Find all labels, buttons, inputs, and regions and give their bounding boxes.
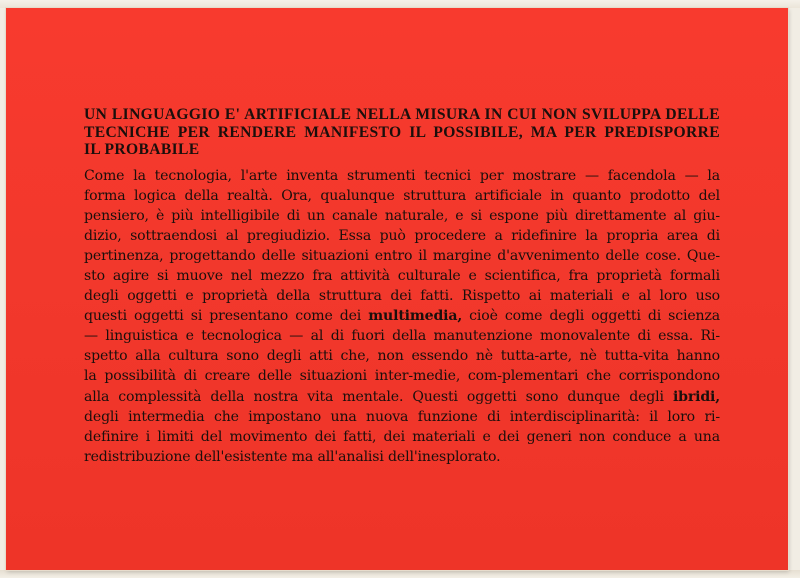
body-paragraph bbox=[84, 166, 720, 467]
bold-term-multimedia: multimedia, bbox=[368, 308, 463, 325]
page-edge-bottom bbox=[0, 570, 800, 578]
heading-line: UN LINGUAGGIO E' ARTIFICIALE NELLA MISURA IN CUI NON SVILUPPA DELLE bbox=[84, 106, 720, 123]
heading-line: IL PROBABILE bbox=[84, 141, 200, 158]
body-line: pensiero, è più intelligibile di un canale naturale, e si espone più direttamente al giu- bbox=[84, 207, 720, 224]
heading-line: TECNICHE PER RENDERE MANIFESTO IL POSSIBILE, MA PER PREDISPORRE bbox=[84, 123, 720, 141]
body-line: degli oggetti e proprietà della struttura dei fatti. Rispetto ai materiali e al loro uso bbox=[84, 288, 720, 305]
text-block bbox=[84, 106, 720, 467]
body-line: definire i limiti del movimento dei fatti, dei materiali e dei generi non conduce a una bbox=[84, 428, 720, 445]
body-line: la possibilità di creare delle situazioni inter-medie, com-plementari che corrispondono bbox=[84, 368, 720, 385]
body-line: — linguistica e tecnologica — al di fuori della manutenzione monovalente di essa. Ri- bbox=[84, 328, 720, 345]
body-line: degli intermedia che impostano una nuova funzione di interdisciplinarità: il loro ri- bbox=[84, 408, 720, 425]
body-line: spetto alla cultura sono degli atti che, non essendo nè tutta-arte, nè tutta-vita hanno bbox=[84, 348, 720, 365]
body-line: dizio, sottraendosi al pregiudizio. Essa può procedere a ridefinire la propria area di bbox=[84, 227, 720, 244]
heading bbox=[84, 106, 720, 159]
body-line: questi oggetti si presentano come dei multimedia, cioè come degli oggetti di scienza bbox=[84, 308, 720, 325]
body-line: alla complessità della nostra vita mentale. Questi oggetti sono dunque degli ibridi, bbox=[84, 388, 720, 405]
body-line: Come la tecnologia, l'arte inventa strumenti tecnici per mostrare — facendola — la bbox=[84, 167, 720, 184]
body-line: forma logica della realtà. Ora, qualunque struttura artificiale in quanto prodotto del bbox=[84, 187, 720, 204]
bold-term-ibridi: ibridi, bbox=[672, 388, 720, 405]
page-edge-top bbox=[0, 0, 800, 8]
body-line: redistribuzione dell'esistente ma all'analisi dell'inesplorato. bbox=[84, 448, 501, 465]
body-line: sto agire si muove nel mezzo fra attività culturale e scientifica, fra proprietà formali bbox=[84, 267, 720, 284]
body-line: pertinenza, progettando delle situazioni entro il margine d'avvenimento delle cose. Que- bbox=[84, 247, 720, 264]
